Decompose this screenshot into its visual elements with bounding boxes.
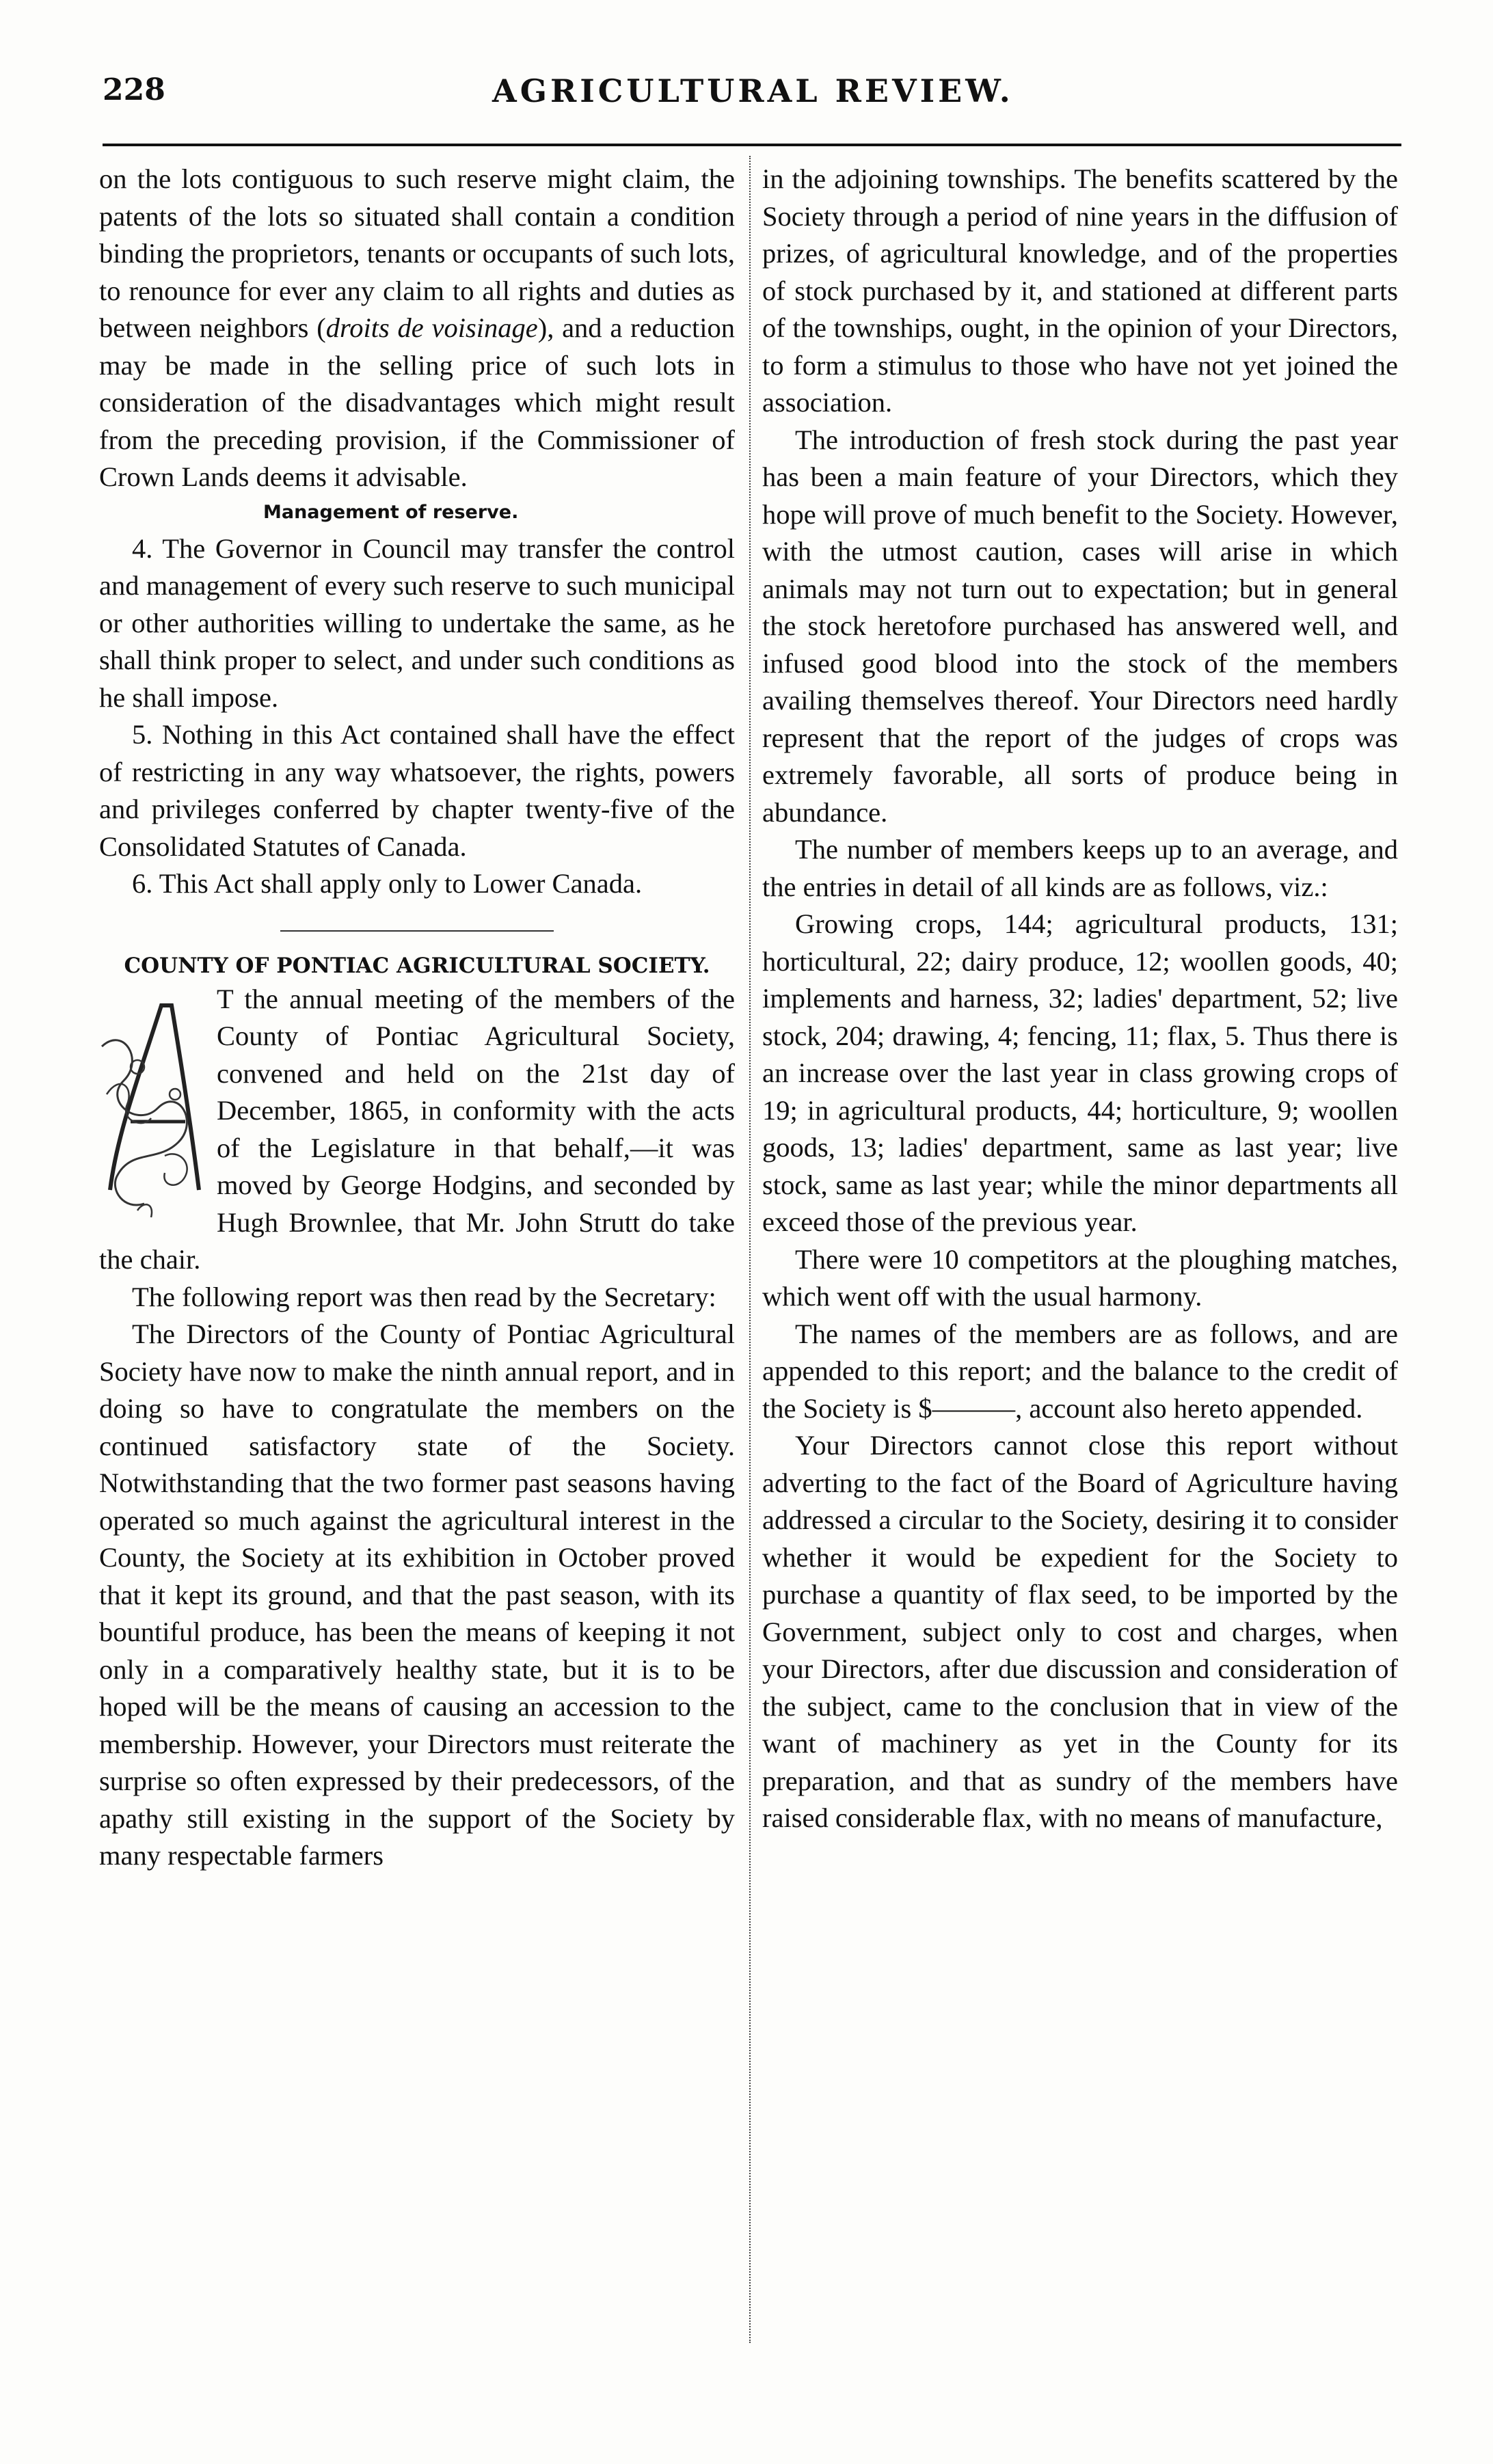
paragraph-adjoining-townships: in the adjoining townships. The benefits scattered by the Society through a period of nine years in the diffusion of prizes, of agricultural knowledge, and of the properties of stock purchased by it, and stationed at different parts of the townships, ought, in the opinion of your Directors, to form a stimulus to those who have not yet joined the association. [762, 163, 1398, 418]
paragraph-section-6: 6. This Act shall apply only to Lower Canada. [132, 868, 643, 899]
page-header [103, 72, 1401, 120]
section-title: COUNTY OF PONTIAC AGRICULTURAL SOCIETY. [124, 953, 710, 978]
paragraph-directors-report: The Directors of the County of Pontiac Agricultural Society have now to make the ninth annual report, and in doing so have to congratulate the members on the continued satisfactory state of the Society. Notwithstanding that the two former past seasons having operated so much against the agricultural interest in the County, the Society at its exhibition in October proved that it kept its ground, and that the past season, with its bountiful produce, has been the means of keeping it not only in a comparatively healthy state, but it is to be hoped will be the means of causing an accession to the membership. However, your Directors must reiterate the surprise so often expressed by their predecessors, of the apathy still existing in the support of the Society by many respectable farmers [99, 1318, 735, 1871]
section-divider [280, 930, 554, 932]
italic-term: droits de voisinage [325, 312, 538, 343]
right-column [762, 161, 1398, 1837]
header-rule [103, 144, 1401, 146]
paragraph-annual-meeting: T the annual meeting of the members of the County of Pontiac Agricultural Society, convened and held on the 21st day of December, 1865, in conformity with the acts of the Legislature in that behalf,—it was moved by George Hodgins, and seconded by Hugh Brownlee, that Mr. John Strutt do take the chair. [99, 981, 735, 1279]
paragraph-members-balance: The names of the members are as follows, and are appended to this report; and the balance to the credit of the Society is $———, account also hereto appended. [762, 1318, 1398, 1424]
paragraph-report-intro: The following report was then read by the Secretary: [132, 1281, 716, 1312]
paragraph-members-entries: The number of members keeps up to an average, and the entries in detail of all kinds are as follows, viz.: [762, 834, 1398, 902]
page-number: 228 [103, 72, 165, 107]
column-divider [749, 156, 751, 2343]
paragraph-ploughing: There were 10 competitors at the ploughing matches, which went off with the usual harmony. [762, 1243, 1398, 1312]
paragraph-flax-seed: Your Directors cannot close this report without adverting to the fact of the Board of Agriculture having addressed a circular to the Society, desiring it to consider whether it would be expedient for the Society to purchase a quantity of flax seed, to be imported by the Government, subject only to cost and charges, when your Directors, after due discussion and consideration of the subject, came to the conclusion that in view of the want of machinery as yet in the County for its preparation, and that as sundry of the members have raised considerable flax, with no means of manufacture, [762, 1430, 1398, 1833]
running-title: AGRICULTURAL REVIEW. [492, 72, 1014, 109]
paragraph-section-4: 4. The Governor in Council may transfer the control and management of every such reserve to such municipal or other authorities willing to undertake the same, as he shall think proper to select, and under such conditions as he shall impose. [99, 532, 735, 713]
paragraph-entry-counts: Growing crops, 144; agricultural products, 131; horticultural, 22; dairy produce, 12; woollen goods, 40; implements and harness, 32; ladies' department, 52; live stock, 204; drawing, 4; fencing, 11; flax, 5. Thus there is an increase over the last year in class growing crops of 19; in agricultural products, 44; horticulture, 9; woollen goods, 13; ladies' department, same as last year; live stock, same as last year; while the minor departments all exceed those of the previous year. [762, 908, 1398, 1237]
paragraph-section-5: 5. Nothing in this Act contained shall have the effect of restricting in any way whatsoever, the rights, powers and privileges conferred by chapter twenty-five of the Consolidated Statutes of Canada. [99, 719, 735, 862]
left-column [99, 161, 735, 1875]
paragraph-fresh-stock: The introduction of fresh stock during the past year has been a main feature of your Directors, which they hope will prove of much benefit to the Society. However, with the utmost caution, cases will arise in which animals may not turn out to expectation; but in general the stock heretofore purchased has answered well, and infused good blood into the stock of the members availing themselves thereof. Your Directors need hardly represent that the report of the judges of crops was extremely favorable, all sorts of produce being in abundance. [762, 424, 1398, 828]
sidenote-management-of-reserve: Management of reserve. [263, 501, 519, 523]
drop-cap-ornament [96, 985, 207, 1226]
paragraph-reserve-conditions: on the lots contiguous to such reserve might claim, the patents of the lots so situated shall contain a condition binding the proprietors, tenants or occupants of such lots, to renounce for ever any claim to all rights and duties as between neighbors (droits de voisinage), and a reduction may be made in the selling price of such lots in consideration of the disadvantages which might result from the preceding provision, if the Commissioner of Crown Lands deems it advisable. [99, 163, 736, 492]
